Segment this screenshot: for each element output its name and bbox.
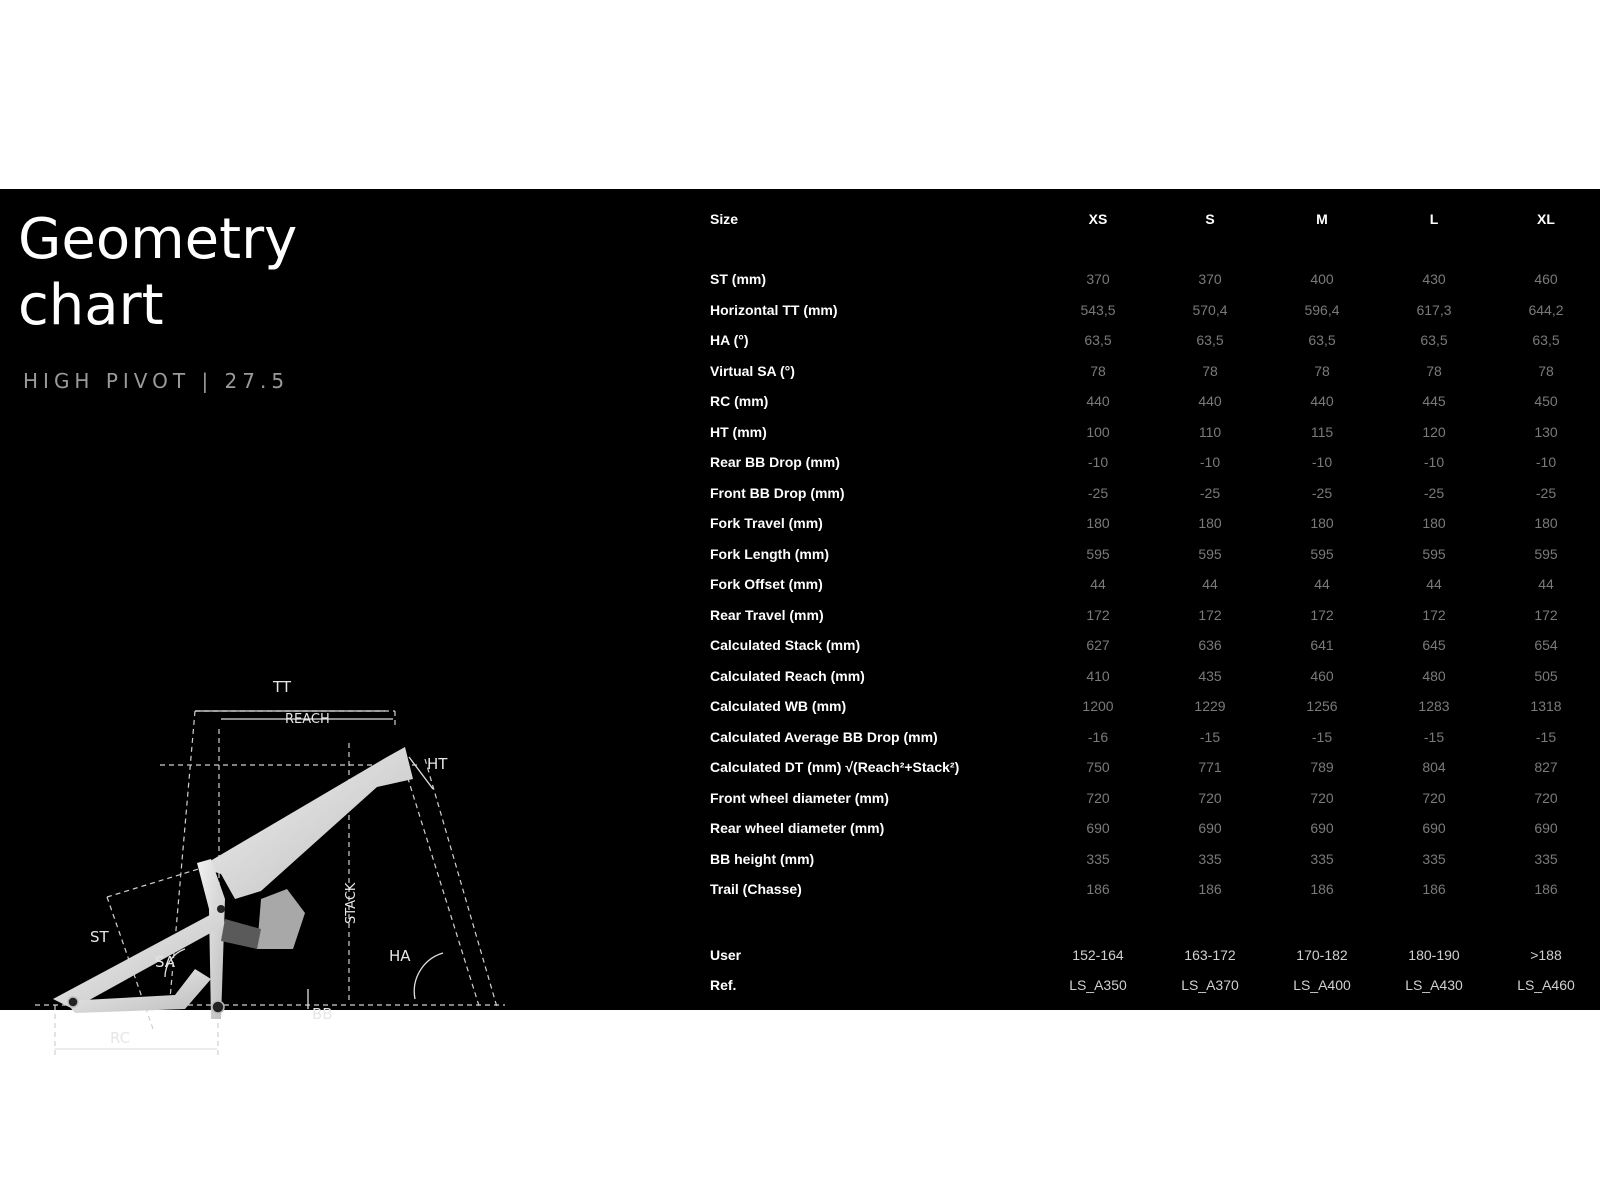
- cell-l: 595: [1422, 545, 1446, 562]
- user-height-s: 163-172: [1184, 947, 1236, 963]
- row-label: HA (°): [710, 332, 749, 348]
- table-row: [710, 759, 1600, 783]
- cell-m: 186: [1310, 881, 1334, 897]
- table-row: [710, 820, 1600, 844]
- cell-xs: 335: [1086, 850, 1110, 867]
- cell-m: 596,4: [1304, 301, 1340, 318]
- size-header-l: L: [1429, 211, 1439, 227]
- row-label: Rear BB Drop (mm): [710, 454, 840, 470]
- row-label: Front BB Drop (mm): [710, 484, 845, 501]
- cell-m: 63,5: [1308, 332, 1336, 348]
- ref-s: LS_A370: [1181, 977, 1239, 993]
- cell-xs: 100: [1086, 423, 1110, 440]
- cell-xs: -25: [1087, 484, 1109, 501]
- cell-xs: 1200: [1082, 698, 1114, 714]
- cell-m: 789: [1310, 759, 1334, 775]
- cell-xl: 654: [1534, 637, 1558, 653]
- cell-l: 1283: [1418, 698, 1450, 714]
- cell-s: 44: [1202, 576, 1218, 592]
- geometry-panel: [0, 189, 1600, 1047]
- row-label: Rear Travel (mm): [710, 606, 824, 623]
- cell-xs: 44: [1090, 576, 1106, 592]
- cell-m: 44: [1314, 576, 1330, 592]
- diagram-label-rc: RC: [110, 1029, 131, 1047]
- user-row-label: User: [710, 947, 742, 963]
- table-row: [710, 668, 1600, 692]
- cell-xs: 750: [1086, 759, 1110, 775]
- table-row: [710, 363, 1600, 387]
- diagram-label-sa: SA: [155, 953, 176, 971]
- table-row: [710, 393, 1600, 417]
- cell-s: -10: [1199, 454, 1221, 470]
- cell-l: -25: [1423, 484, 1445, 501]
- cell-m: 460: [1310, 667, 1334, 684]
- size-header-s: S: [1205, 211, 1215, 227]
- cell-xs: 543,5: [1080, 301, 1116, 318]
- cell-l: 430: [1422, 271, 1446, 287]
- row-label: Virtual SA (°): [710, 362, 795, 379]
- cell-xs: 172: [1086, 606, 1110, 623]
- cell-s: 1229: [1194, 698, 1226, 714]
- diagram-label-reach: REACH: [285, 712, 330, 727]
- cell-m: -25: [1311, 484, 1333, 501]
- table-row: [710, 851, 1600, 875]
- row-label: Calculated Reach (mm): [710, 667, 865, 684]
- cell-m: 690: [1310, 820, 1334, 836]
- size-header-xs: XS: [1088, 211, 1108, 227]
- cell-xl: 172: [1534, 606, 1558, 623]
- user-row: [710, 947, 1600, 971]
- cell-m: 440: [1310, 393, 1334, 409]
- cell-l: 720: [1422, 789, 1446, 806]
- cell-xl: 720: [1534, 789, 1558, 806]
- cell-xl: 450: [1534, 393, 1558, 409]
- cell-s: 63,5: [1196, 332, 1224, 348]
- table-row: [710, 637, 1600, 661]
- table-row: [710, 515, 1600, 539]
- cell-l: 480: [1422, 667, 1446, 684]
- cell-l: 690: [1422, 820, 1446, 836]
- cell-s: -15: [1199, 728, 1221, 745]
- table-header-row: [710, 211, 1600, 235]
- row-label: Horizontal TT (mm): [710, 301, 838, 318]
- cell-xl: 180: [1534, 515, 1558, 531]
- diagram-label-ht: HT: [427, 755, 448, 773]
- ref-l: LS_A430: [1405, 977, 1463, 993]
- title-line-2: chart: [18, 273, 164, 338]
- user-height-xs: 152-164: [1072, 947, 1124, 963]
- cell-xl: 130: [1534, 423, 1558, 440]
- cell-xs: 410: [1086, 667, 1110, 684]
- cell-xs: 440: [1086, 393, 1110, 409]
- cell-s: 636: [1198, 637, 1222, 653]
- cell-s: 335: [1198, 850, 1222, 867]
- row-label: Fork Offset (mm): [710, 576, 823, 592]
- cell-xs: 78: [1090, 362, 1106, 379]
- cell-xl: -15: [1535, 728, 1557, 745]
- cell-s: 370: [1198, 271, 1222, 287]
- table-row: [710, 302, 1600, 326]
- row-label: Calculated Average BB Drop (mm): [710, 728, 938, 745]
- cell-xl: 505: [1534, 667, 1558, 684]
- cell-s: 595: [1198, 545, 1222, 562]
- cell-m: 720: [1310, 789, 1334, 806]
- size-header-label: Size: [710, 211, 739, 227]
- cell-xl: 1318: [1530, 698, 1562, 714]
- cell-s: 78: [1202, 362, 1218, 379]
- frame-geometry-diagram: [25, 479, 525, 1047]
- table-row: [710, 790, 1600, 814]
- ref-xl: LS_A460: [1517, 977, 1575, 993]
- cell-xl: -25: [1535, 484, 1557, 501]
- cell-m: 595: [1310, 545, 1334, 562]
- row-label: Trail (Chasse): [710, 881, 802, 897]
- row-label: Calculated WB (mm): [710, 698, 847, 714]
- cell-xl: 186: [1534, 881, 1558, 897]
- row-label: Fork Length (mm): [710, 545, 829, 562]
- cell-xs: 370: [1086, 271, 1110, 287]
- ref-row: [710, 977, 1600, 1001]
- diagram-label-bb: BB: [312, 1005, 333, 1023]
- table-row: [710, 424, 1600, 448]
- cell-xs: 690: [1086, 820, 1110, 836]
- table-row: [710, 576, 1600, 600]
- cell-l: 645: [1422, 637, 1446, 653]
- cell-s: 440: [1198, 393, 1222, 409]
- cell-xl: 460: [1534, 271, 1558, 287]
- cell-m: 115: [1310, 423, 1334, 440]
- table-row: [710, 546, 1600, 570]
- cell-l: 180: [1422, 515, 1446, 531]
- user-height-xl: >188: [1530, 947, 1562, 963]
- cell-xs: 180: [1086, 515, 1110, 531]
- cell-l: 63,5: [1420, 332, 1448, 348]
- diagram-label-tt: TT: [273, 678, 292, 696]
- table-row: [710, 607, 1600, 631]
- cell-xl: 827: [1534, 759, 1558, 775]
- cell-xs: -16: [1087, 728, 1109, 745]
- ref-xs: LS_A350: [1069, 977, 1127, 993]
- cell-l: 186: [1422, 881, 1446, 897]
- size-header-xl: XL: [1537, 211, 1555, 227]
- row-label: Calculated Stack (mm): [710, 637, 861, 653]
- cell-m: 180: [1310, 515, 1334, 531]
- table-row: [710, 881, 1600, 905]
- cell-xs: 627: [1086, 637, 1110, 653]
- cell-l: 804: [1422, 759, 1446, 775]
- table-row: [710, 271, 1600, 295]
- cell-m: 172: [1310, 606, 1334, 623]
- user-height-l: 180-190: [1408, 947, 1460, 963]
- cell-xl: 690: [1534, 820, 1558, 836]
- row-label: RC (mm): [710, 393, 769, 409]
- cell-xl: 644,2: [1528, 301, 1564, 318]
- row-label: ST (mm): [710, 271, 766, 287]
- row-label: Fork Travel (mm): [710, 515, 823, 531]
- diagram-label-ha: HA: [389, 947, 411, 965]
- cell-xs: 63,5: [1084, 332, 1112, 348]
- cell-xs: -10: [1087, 454, 1109, 470]
- cell-xl: 44: [1538, 576, 1554, 592]
- row-label: Calculated DT (mm) √(Reach²+Stack²): [710, 759, 960, 775]
- bike-frame: [53, 747, 413, 1019]
- cell-m: -15: [1311, 728, 1333, 745]
- cell-s: 570,4: [1192, 301, 1228, 318]
- cell-l: 172: [1422, 606, 1446, 623]
- cell-l: 120: [1422, 423, 1446, 440]
- cell-l: 78: [1426, 362, 1442, 379]
- cell-xl: 595: [1534, 545, 1558, 562]
- cell-xl: -10: [1535, 454, 1557, 470]
- table-row: [710, 454, 1600, 478]
- cell-l: 617,3: [1416, 301, 1452, 318]
- cell-s: 110: [1198, 423, 1222, 440]
- cell-xl: 335: [1534, 850, 1558, 867]
- cell-m: 641: [1310, 637, 1334, 653]
- cell-s: 720: [1198, 789, 1222, 806]
- user-height-m: 170-182: [1296, 947, 1348, 963]
- cell-s: 186: [1198, 881, 1222, 897]
- size-header-m: M: [1316, 211, 1328, 227]
- row-label: BB height (mm): [710, 850, 815, 867]
- cell-s: 690: [1198, 820, 1222, 836]
- page-title: [18, 207, 297, 339]
- table-row: [710, 485, 1600, 509]
- cell-s: 180: [1198, 515, 1222, 531]
- cell-s: 771: [1198, 759, 1222, 775]
- table-row: [710, 332, 1600, 356]
- ref-m: LS_A400: [1293, 977, 1351, 993]
- cell-xs: 720: [1086, 789, 1110, 806]
- row-label: HT (mm): [710, 423, 767, 440]
- cell-l: -15: [1423, 728, 1445, 745]
- cell-l: 335: [1422, 850, 1446, 867]
- title-line-1: Geometry: [18, 207, 298, 272]
- model-subtitle: HIGH PIVOT | 27.5: [23, 369, 290, 393]
- cell-s: 172: [1198, 606, 1222, 623]
- diagram-label-st: ST: [90, 928, 109, 946]
- row-label: Rear wheel diameter (mm): [710, 820, 885, 836]
- cell-s: -25: [1199, 484, 1221, 501]
- cell-s: 435: [1198, 667, 1222, 684]
- table-row: [710, 729, 1600, 753]
- cell-m: 1256: [1306, 698, 1338, 714]
- cell-m: -10: [1311, 454, 1333, 470]
- cell-m: 78: [1314, 362, 1330, 379]
- cell-l: 44: [1426, 576, 1442, 592]
- cell-m: 335: [1310, 850, 1334, 867]
- cell-l: -10: [1423, 454, 1445, 470]
- diagram-label-stack: STACK: [344, 882, 359, 924]
- cell-m: 400: [1310, 271, 1334, 287]
- cell-l: 445: [1422, 393, 1446, 409]
- cell-xs: 186: [1086, 881, 1110, 897]
- cell-xs: 595: [1086, 545, 1110, 562]
- row-label: Front wheel diameter (mm): [710, 789, 889, 806]
- table-row: [710, 698, 1600, 722]
- ref-row-label: Ref.: [710, 977, 737, 993]
- cell-xl: 78: [1538, 362, 1554, 379]
- cell-xl: 63,5: [1532, 332, 1560, 348]
